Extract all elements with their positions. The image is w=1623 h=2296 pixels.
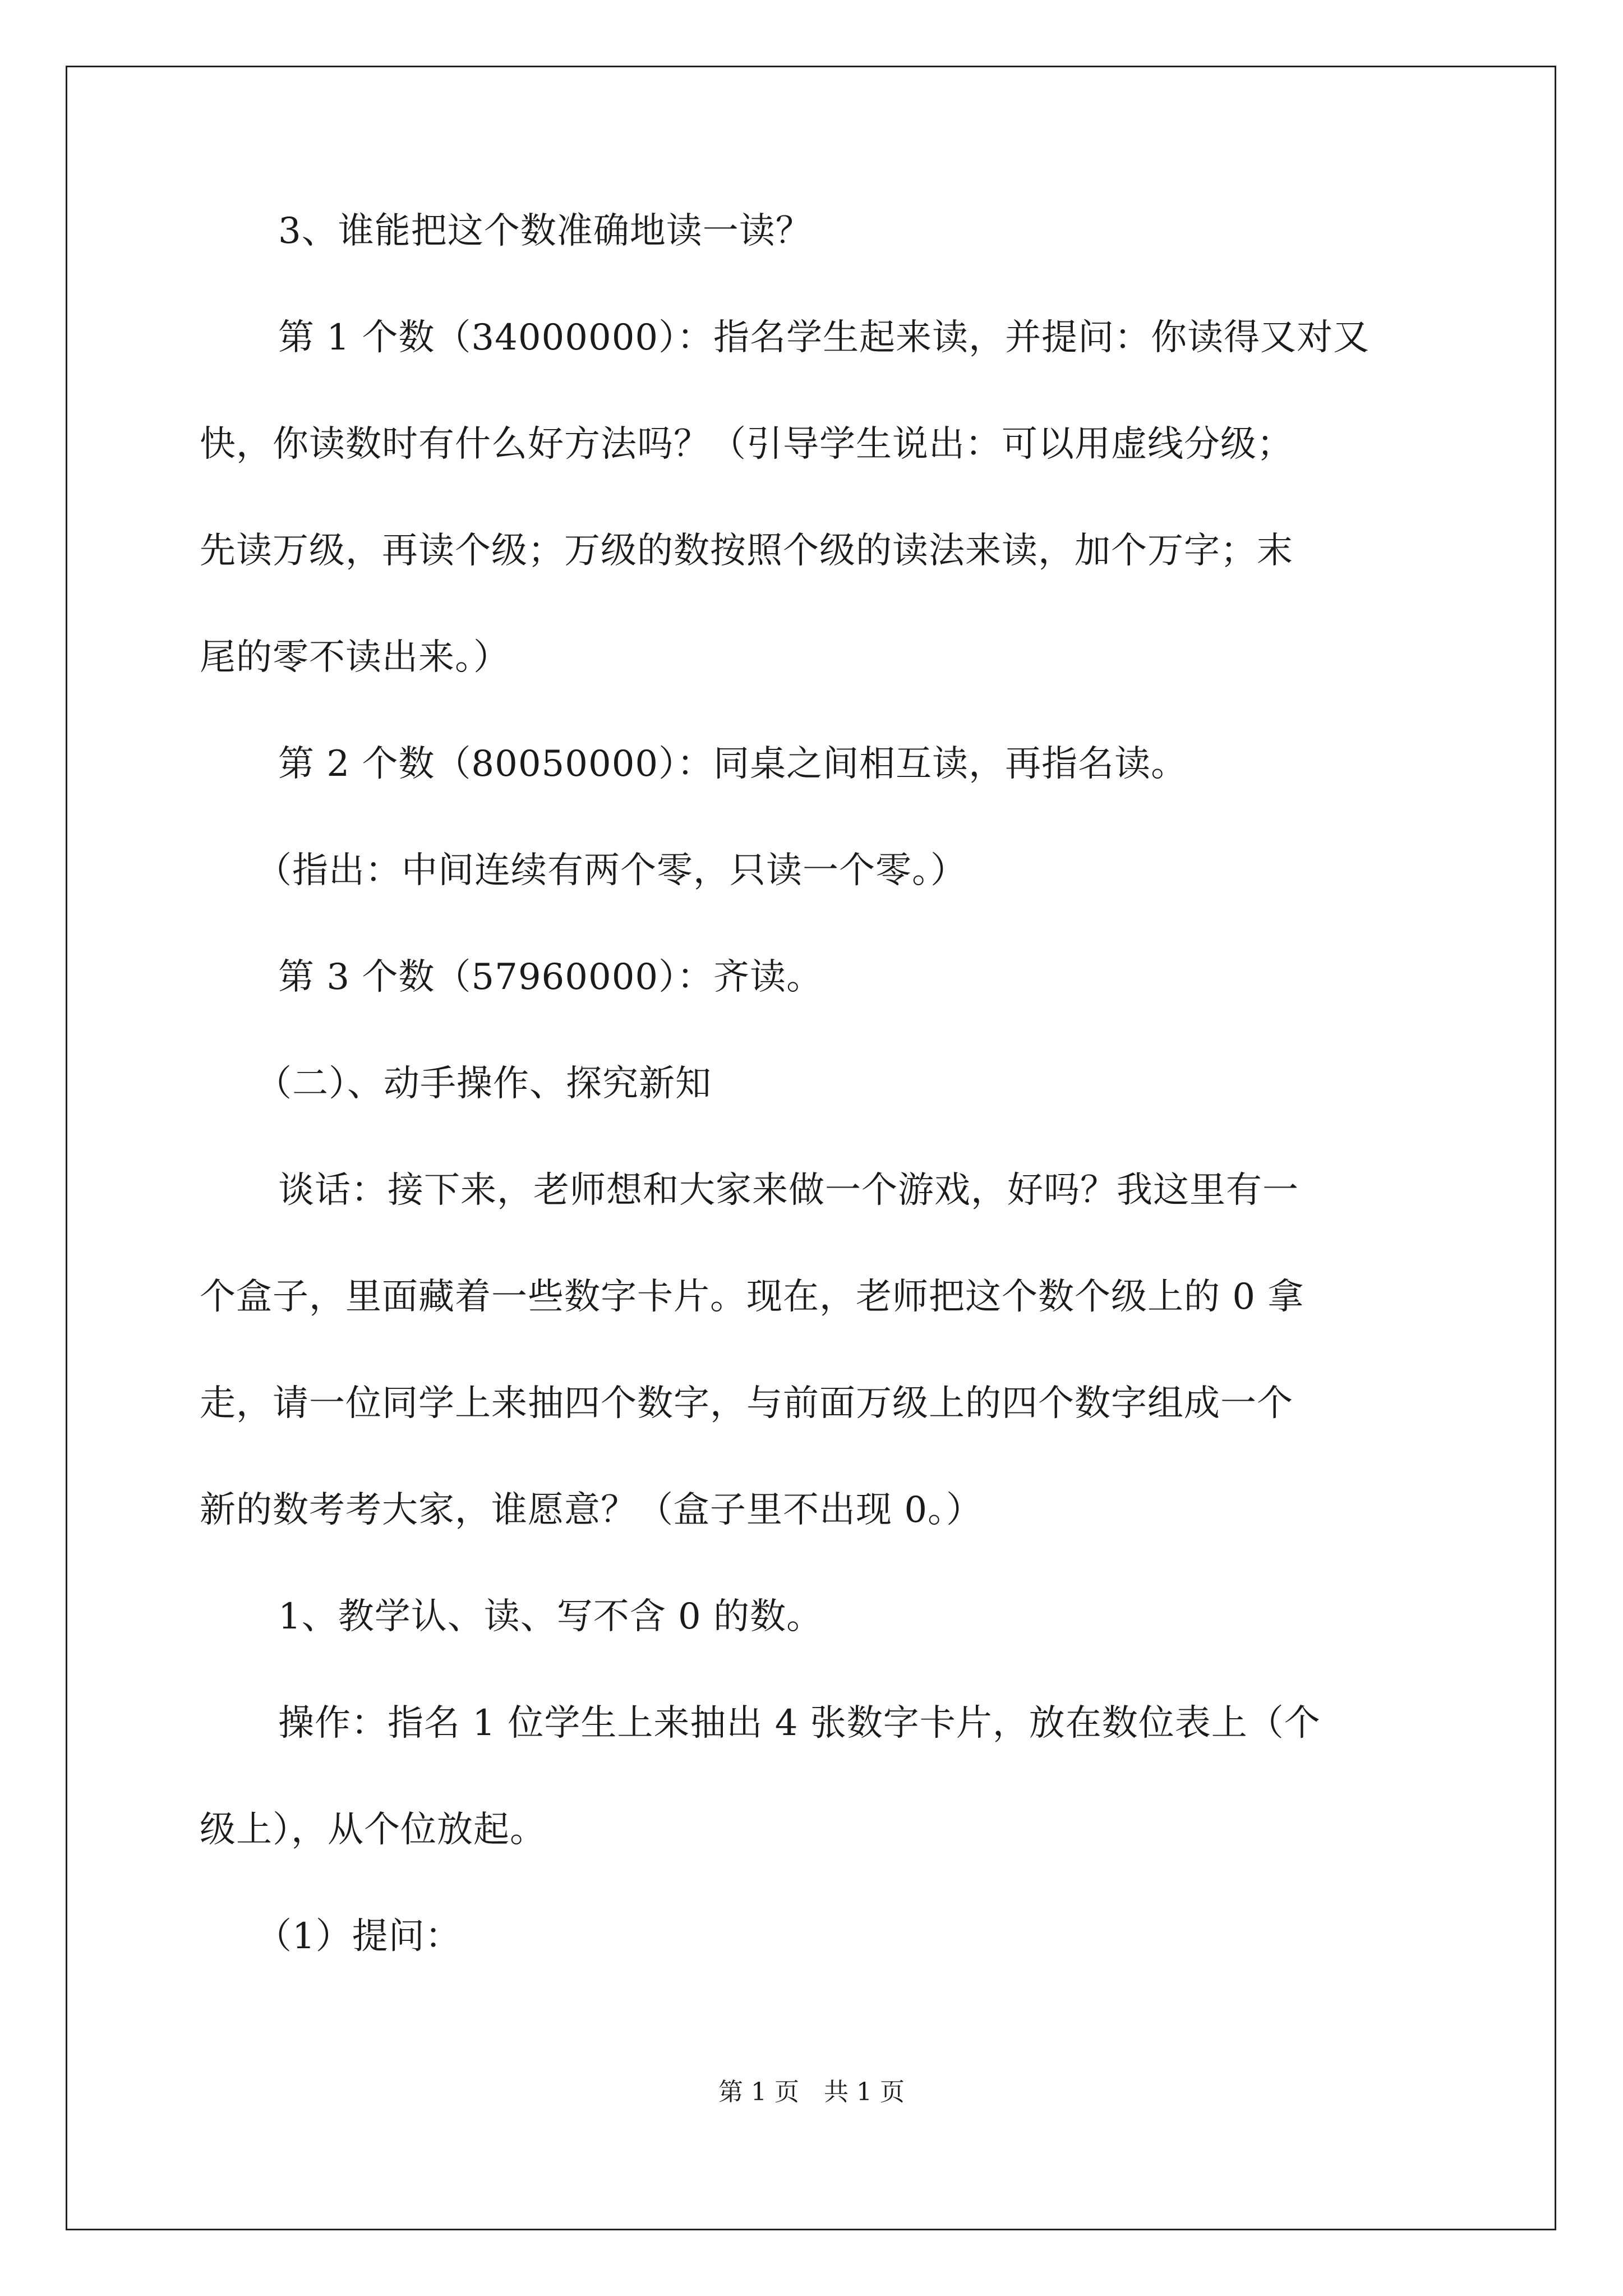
page-border bbox=[66, 66, 1556, 2230]
paragraph-line: 1、教学认、读、写不含 0 的数。 bbox=[278, 1596, 823, 1637]
paragraph-line: 先读万级，再读个级；万级的数按照个级的读法来读，加个万字；末 bbox=[200, 530, 1293, 572]
paragraph-line: 快，你读数时有什么好方法吗？（引导学生说出：可以用虚线分级； bbox=[200, 424, 1293, 465]
paragraph-line: 第 1 个数（34000000）：指名学生起来读，并提问：你读得又对又 bbox=[278, 317, 1370, 358]
paragraph-line: （指出：中间连续有两个零，只读一个零。） bbox=[256, 850, 967, 891]
paragraph-line: 第 2 个数（80050000）：同桌之间相互读，再指名读。 bbox=[278, 743, 1188, 785]
paragraph-line: 3、谁能把这个数准确地读一读？ bbox=[278, 210, 812, 252]
paragraph-line: 第 3 个数（57960000）：齐读。 bbox=[278, 956, 823, 998]
paragraph-line: （1）提问： bbox=[256, 1916, 462, 1957]
paragraph-line: 尾的零不读出来。） bbox=[200, 637, 510, 678]
paragraph-line: 走，请一位同学上来抽四个数字，与前面万级上的四个数字组成一个 bbox=[200, 1383, 1293, 1424]
paragraph-line: 谈话：接下来，老师想和大家来做一个游戏，好吗？我这里有一 bbox=[278, 1170, 1299, 1211]
paragraph-line: 操作：指名 1 位学生上来抽出 4 张数字卡片，放在数位表上（个 bbox=[278, 1703, 1321, 1744]
paragraph-line: 级上），从个位放起。 bbox=[200, 1809, 546, 1851]
page-number: 第 1 页 共 1 页 bbox=[718, 2078, 905, 2106]
paragraph-line: 新的数考考大家，谁愿意？（盒子里不出现 0。） bbox=[200, 1489, 983, 1531]
paragraph-line: 个盒子，里面藏着一些数字卡片。现在，老师把这个数个级上的 0 拿 bbox=[200, 1276, 1304, 1318]
paragraph-line: （二）、动手操作、探究新知 bbox=[256, 1063, 712, 1105]
